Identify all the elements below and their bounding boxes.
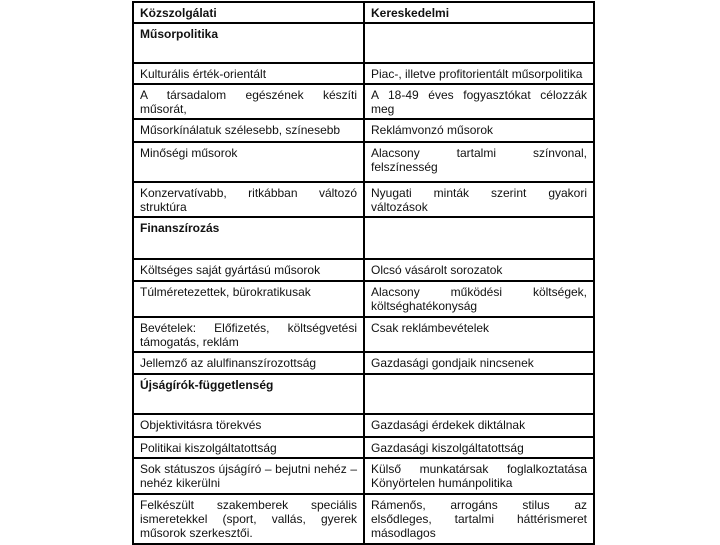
table-row [133,84,594,119]
commercial-cell: Külső munkatársak foglalkoztatása Könyörtelen humánpolitika [364,458,594,494]
public-service-cell: Objektivitásra törekvés [133,414,364,437]
section-empty-cell [364,23,594,63]
public-service-cell: A társadalom egészének készíti műsorát, [133,84,364,119]
comparison-table [132,1,595,545]
header-commercial: Kereskedelmi [364,2,594,23]
public-service-cell: Műsorkínálatuk szélesebb, színesebb [133,119,364,142]
commercial-cell: Alacsony működési költségek, költséghatékonyság [364,281,594,317]
commercial-cell: Rámenős, arrogáns stilus az elsődleges, tartalmi háttérismeret másodlagos [364,494,594,544]
table-row [133,63,594,84]
public-service-cell: Kulturális érték-orientált [133,63,364,84]
public-service-cell: Minőségi műsorok [133,142,364,182]
section-title: Újságírók-függetlenség [133,374,364,414]
table-row [133,182,594,217]
public-service-cell: Konzervatívabb, ritkábban változó struktúra [133,182,364,217]
public-service-cell: Felkészült szakemberek speciális ismeretekkel (sport, vallás, gyerek műsorok szerkesztői. [133,494,364,544]
commercial-cell: Csak reklámbevételek [364,317,594,352]
section-empty-cell [364,217,594,259]
commercial-cell: Alacsony tartalmi színvonal, felszínesség [364,142,594,182]
table-row [133,494,594,544]
commercial-cell: Gazdasági érdekek diktálnak [364,414,594,437]
commercial-cell: Gazdasági kiszolgáltatottság [364,437,594,458]
public-service-cell: Politikai kiszolgáltatottság [133,437,364,458]
public-service-cell: Jellemző az alulfinanszírozottság [133,352,364,374]
section-title: Műsorpolitika [133,23,364,63]
section-row [133,374,594,414]
header-public-service: Közszolgálati [133,2,364,23]
table-row [133,414,594,437]
header-row [133,2,594,23]
section-title: Finanszírozás [133,217,364,259]
commercial-cell: Piac-, illetve profitorientált műsorpolitika [364,63,594,84]
table-row [133,259,594,281]
public-service-cell: Költséges saját gyártású műsorok [133,259,364,281]
table-row [133,119,594,142]
section-empty-cell [364,374,594,414]
table-row [133,352,594,374]
table-row [133,281,594,317]
commercial-cell: Reklámvonzó műsorok [364,119,594,142]
public-service-cell: Bevételek: Előfizetés, költségvetési támogatás, reklám [133,317,364,352]
table-row [133,458,594,494]
public-service-cell: Túlméretezettek, bürokratikusak [133,281,364,317]
table-row [133,317,594,352]
commercial-cell: Olcsó vásárolt sorozatok [364,259,594,281]
section-row [133,217,594,259]
public-service-cell: Sok státuszos újságíró – bejutni nehéz – nehéz kikerülni [133,458,364,494]
table-row [133,142,594,182]
commercial-cell: Nyugati minták szerint gyakori változások [364,182,594,217]
table-row [133,437,594,458]
commercial-cell: Gazdasági gondjaik nincsenek [364,352,594,374]
section-row [133,23,594,63]
commercial-cell: A 18-49 éves fogyasztókat célozzák meg [364,84,594,119]
